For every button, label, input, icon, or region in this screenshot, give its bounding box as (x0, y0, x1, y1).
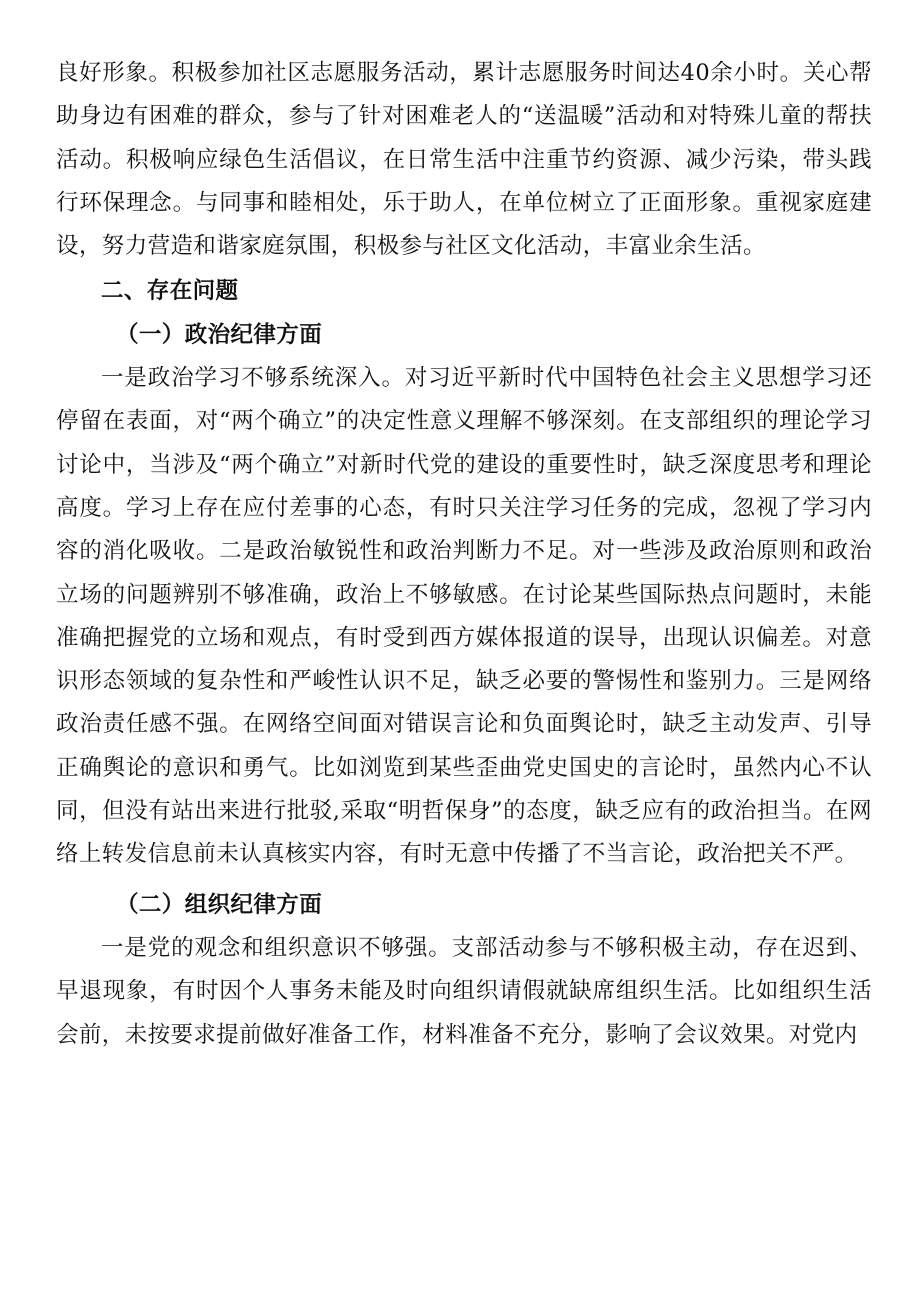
subsection-heading-organizational-discipline: （二）组织纪律方面 (116, 891, 323, 918)
paragraph-continuation: 良好形象。积极参加社区志愿服务活动，累计志愿服务时间达40余小时。关心帮助身边有困难的群众，参与了针对困难老人的“送温暖”活动和对特殊儿童的帮扶活动。积极响应绿色生活倡议，在日常生活中注重节约资源、减少污染，带头践行环保理念。与同事和睦相处，乐于助人，在单位树立了正面形象。重视家庭建设，努力营造和谐家庭氛围，积极参与社区文化活动，丰富业余生活。 (56, 60, 872, 260)
document-body (56, 52, 872, 1057)
section-heading-problems: 二、存在问题 (101, 278, 239, 305)
paragraph-organizational-discipline: 一是党的观念和组织意识不够强。支部活动参与不够积极主动，存在迟到、早退现象，有时因个人事务未能及时向组织请假就缺席组织生活。比如组织生活会前，未按要求提前做好准备工作，材料准备不充分，影响了会议效果。对党内 (56, 934, 872, 1048)
paragraph-political-discipline: 一是政治学习不够系统深入。对习近平新时代中国特色社会主义思想学习还停留在表面，对“两个确立”的决定性意义理解不够深刻。在支部组织的理论学习讨论中，当涉及“两个确立”对新时代党的建设的重要性时，缺乏深度思考和理论高度。学习上存在应付差事的心态，有时只关注学习任务的完成，忽视了学习内容的消化吸收。二是政治敏锐性和政治判断力不足。对一些涉及政治原则和政治立场的问题辨别不够准确，政治上不够敏感。在讨论某些国际热点问题时，未能准确把握党的立场和观点，有时受到西方媒体报道的误导，出现认识偏差。对意识形态领域的复杂性和严峻性认识不足，缺乏必要的警惕性和鉴别力。三是网络政治责任感不强。在网络空间面对错误言论和负面舆论时，缺乏主动发声、引导正确舆论的意识和勇气。比如浏览到某些歪曲党史国史的言论时，虽然内心不认同，但没有站出来进行批驳,采取“明哲保身”的态度，缺乏应有的政治担当。在网络上转发信息前未认真核实内容，有时无意中传播了不当言论，政治把关不严。 (56, 365, 872, 868)
subsection-heading-political-discipline: （一）政治纪律方面 (116, 321, 323, 348)
